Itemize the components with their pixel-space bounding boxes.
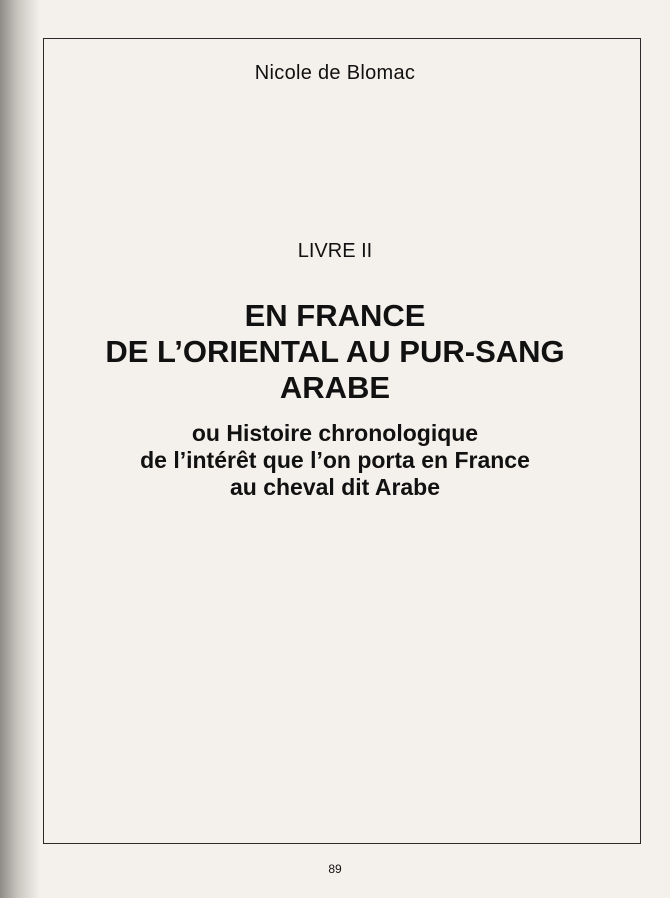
- author-name: Nicole de Blomac: [254, 62, 416, 84]
- book-label: LIVRE II: [297, 240, 373, 262]
- title-line: DE L’ORIENTAL AU PUR-SANG: [105, 334, 565, 369]
- subtitle-line: ou Histoire chronologique: [191, 420, 479, 446]
- title-line: ARABE: [279, 370, 391, 405]
- page-number: 89: [328, 862, 342, 876]
- subtitle: [0, 420, 670, 501]
- subtitle-line: au cheval dit Arabe: [229, 474, 441, 500]
- title-line: EN FRANCE: [244, 298, 426, 333]
- main-title: [0, 298, 670, 406]
- subtitle-line: de l’intérêt que l’on porta en France: [140, 447, 530, 473]
